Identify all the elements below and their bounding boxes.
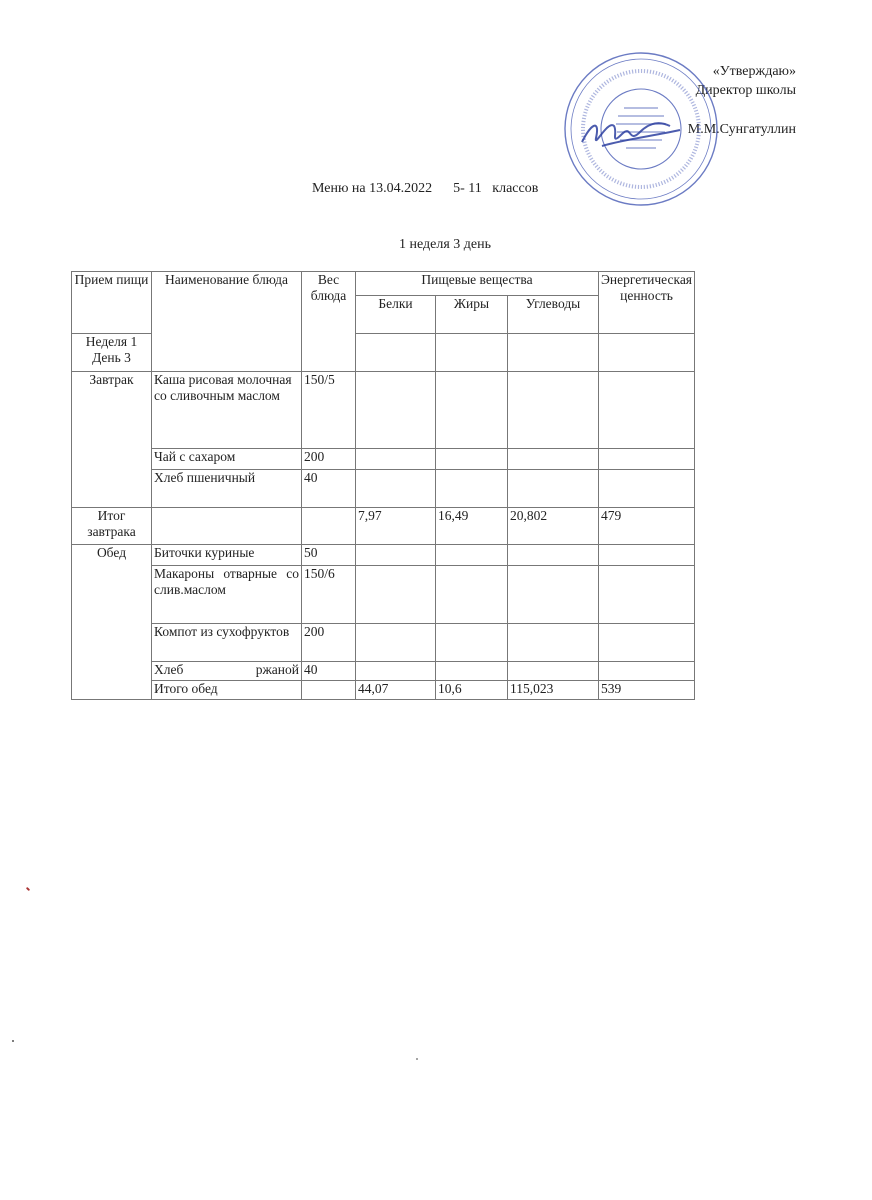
scan-speck	[416, 1058, 418, 1060]
breakfast-total-fats: 16,49	[436, 508, 508, 545]
header-weight: Вес блюда	[302, 272, 356, 372]
dish-name: Хлеб ржаной	[152, 662, 302, 681]
header-energy: Энергетическая ценность	[599, 272, 695, 334]
menu-title: Меню на 13.04.2022 5- 11 классов	[312, 181, 539, 196]
lunch-total-row	[72, 681, 695, 700]
table-row	[72, 662, 695, 681]
approval-signatory: М.М.Сунгатуллин	[687, 122, 796, 137]
header-meal: Прием пищи	[72, 272, 152, 334]
menu-subtitle: 1 неделя 3 день	[399, 237, 491, 252]
table-row	[72, 449, 695, 470]
header-nutrients: Пищевые вещества	[356, 272, 599, 296]
dish-name: Чай с сахаром	[152, 449, 302, 470]
week-day-label: Неделя 1 День 3	[72, 334, 152, 372]
lunch-total-carbs: 115,023	[508, 681, 599, 700]
header-carbs: Углеводы	[508, 296, 599, 334]
header-fats: Жиры	[436, 296, 508, 334]
scan-speck	[12, 1040, 14, 1042]
lunch-total-proteins: 44,07	[356, 681, 436, 700]
dish-name: Хлеб пшеничный	[152, 470, 302, 508]
lunch-total-label: Итого обед	[152, 681, 302, 700]
approval-block	[688, 62, 796, 139]
breakfast-total-proteins: 7,97	[356, 508, 436, 545]
dish-name: Макароны отварные со слив.маслом	[152, 566, 302, 624]
signature-mark	[582, 123, 680, 146]
header-proteins: Белки	[356, 296, 436, 334]
breakfast-total-label: Итог завтрака	[72, 508, 152, 545]
lunch-total-fats: 10,6	[436, 681, 508, 700]
breakfast-total-row	[72, 508, 695, 545]
lunch-label: Обед	[72, 545, 152, 700]
table-row	[72, 372, 695, 449]
header-row	[72, 272, 695, 296]
dish-name: Компот из сухофруктов	[152, 624, 302, 662]
scan-speck	[26, 887, 30, 891]
dish-weight: 150/5	[302, 372, 356, 449]
lunch-total-energy: 539	[599, 681, 695, 700]
breakfast-total-carbs: 20,802	[508, 508, 599, 545]
table-row	[72, 624, 695, 662]
dish-weight: 50	[302, 545, 356, 566]
dish-weight: 150/6	[302, 566, 356, 624]
dish-weight: 40	[302, 470, 356, 508]
dish-name: Каша рисовая молочная со сливочным маслом	[152, 372, 302, 449]
dish-weight: 200	[302, 449, 356, 470]
menu-table	[71, 271, 695, 700]
dish-weight: 200	[302, 624, 356, 662]
header-dish: Наименование блюда	[152, 272, 302, 372]
dish-name: Биточки куриные	[152, 545, 302, 566]
approval-title: «Утверждаю»	[712, 64, 796, 79]
breakfast-total-energy: 479	[599, 508, 695, 545]
table-row	[72, 470, 695, 508]
approval-position: Директор школы	[695, 83, 796, 98]
table-row	[72, 566, 695, 624]
table-row	[72, 545, 695, 566]
breakfast-label: Завтрак	[72, 372, 152, 508]
dish-weight: 40	[302, 662, 356, 681]
